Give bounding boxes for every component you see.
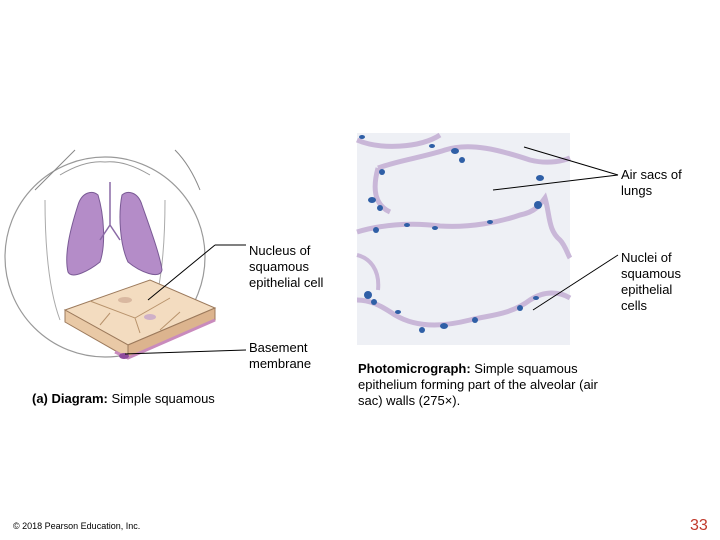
page-number: 33: [690, 517, 708, 534]
label-nucleus: Nucleus of squamous epithelial cell: [249, 243, 324, 290]
label-basement: Basement membrane: [249, 340, 312, 371]
caption-photo-text: Simple squamous epithelium forming part of the alveolar (air sac) walls (275×).: [358, 361, 598, 408]
label-air-sacs: Air sacs of lungs: [621, 167, 682, 198]
micrograph: [357, 133, 570, 345]
caption-photo-bold: Photomicrograph:: [358, 361, 471, 376]
label-nuclei: Nuclei of squamous epithelial cells: [621, 250, 681, 313]
caption-photo: [358, 361, 623, 409]
copyright-notice: © 2018 Pearson Education, Inc.: [13, 521, 141, 531]
caption-diagram-text: Simple squamous: [107, 391, 215, 406]
caption-diagram: [32, 391, 262, 407]
caption-diagram-bold: (a) Diagram:: [32, 391, 108, 406]
